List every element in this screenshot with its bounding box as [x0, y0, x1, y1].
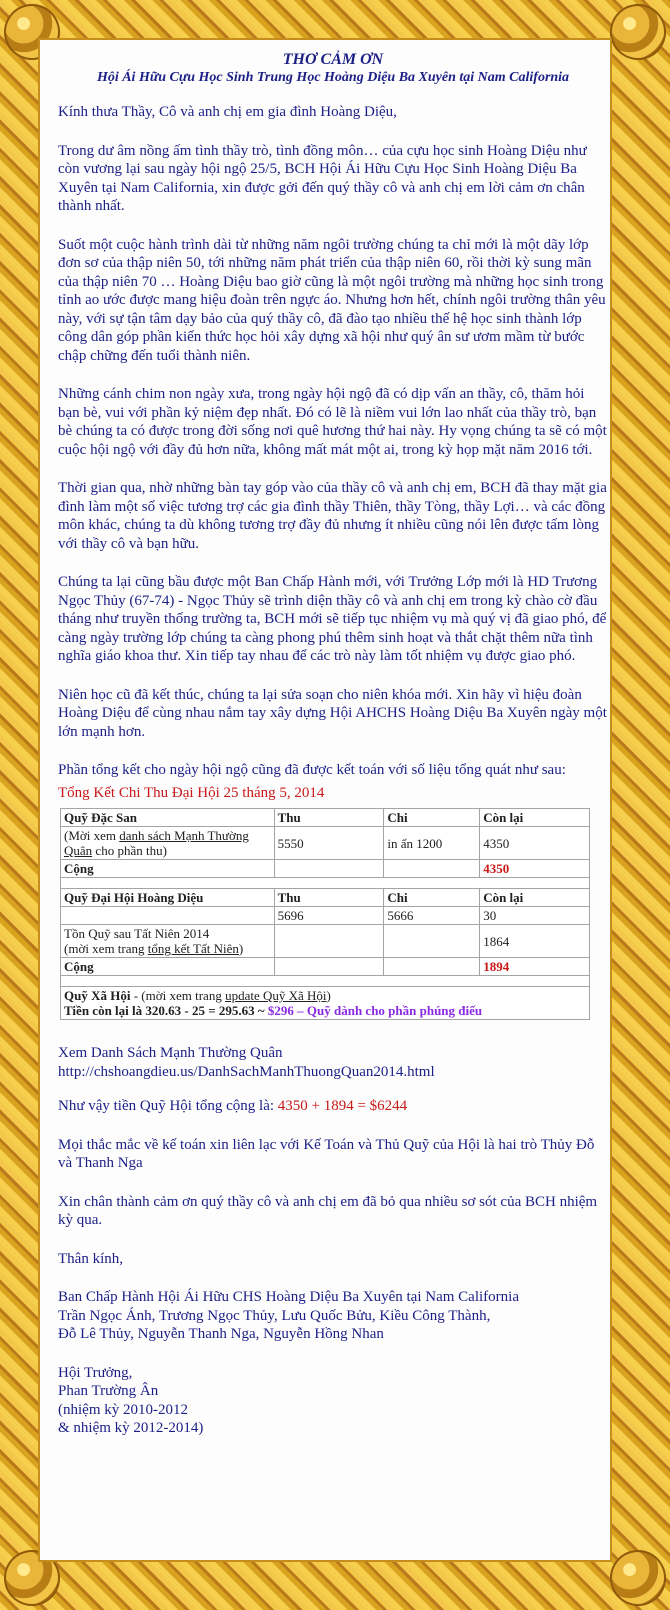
table-header: Thu — [274, 809, 384, 827]
sponsor-links — [58, 1044, 608, 1081]
table-header: Quỹ Đặc San — [61, 809, 275, 827]
table-row — [61, 958, 590, 976]
paragraph: Niên học cũ đã kết thúc, chúng ta lại sửa soạn cho niên khóa mới. Xin hãy vì hiệu đoàn Hoàng Diệu để cùng nhau nắm tay xây dựng Hội AHCHS Hoàng Diệu Ba Xuyên ngày một lớn mạnh hơn. — [58, 686, 607, 740]
table-cell — [61, 827, 275, 860]
finance-table — [60, 808, 590, 1020]
paragraph: Trong dư âm nồng ấm tình thầy trò, tình đồng môn… của cựu học sinh Hoàng Diệu như còn vương lại sau ngày hội ngộ 25/5, BCH Hội Ái Hữu Cựu Học Sinh Hoàng Diệu Ba Xuyên tại Nam California, xin được gởi đến quý thầy cô và anh chị em lời cảm ơn chân thành nhất. — [58, 142, 587, 214]
greeting: Kính thưa Thầy, Cô và anh chị em gia đình Hoàng Diệu, — [58, 104, 397, 120]
table-header: Chi — [384, 809, 480, 827]
note-text: (Mời xem — [64, 828, 120, 843]
summary-intro: Phần tổng kết cho ngày hội ngộ cũng đã được kết toán với số liệu tổng quát như sau: — [58, 762, 566, 778]
closing: Thân kính, — [58, 1250, 123, 1267]
table-cell — [384, 958, 480, 976]
contact-paragraph: Mọi thắc mắc về kế toán xin liên lạc với Kế Toán và Thủ Quỹ của Hội là hai trò Thủy Đỗ và Thanh Nga — [58, 1136, 595, 1171]
table-row — [61, 889, 590, 907]
total-line-text: Như vậy tiền Quỹ Hội tổng cộng là: — [58, 1098, 278, 1114]
table-header: Quỹ Đại Hội Hoàng Diệu — [61, 889, 275, 907]
total-value: 1894 — [480, 958, 590, 976]
table-cell — [384, 925, 480, 958]
signature-line: Đỗ Lê Thủy, Nguyễn Thanh Nga, Nguyễn Hồng Nhan — [58, 1326, 384, 1342]
table-cell — [61, 925, 275, 958]
paragraph: Những cánh chim non ngày xưa, trong ngày hội ngộ đã có dịp vấn an thầy, cô, thăm hỏi bạn bè, vui với phần kỷ niệm đẹp nhất. Đó có lẽ là niềm vui lớn lao nhất của thầy trò, bạn bè chúng ta có được trong đời sống nơi quê hương thứ hai này. Hy vọng chúng ta sẽ có một cuộc hội ngộ với đầy đủ hơn nữa, không mất mát một ai, trong kỳ họp mặt năm 2016 tới. — [58, 386, 607, 458]
total-line — [58, 1097, 608, 1116]
table-header: Còn lại — [480, 889, 590, 907]
signature-block — [58, 1288, 608, 1344]
table-cell — [61, 907, 275, 925]
signature-line: Ban Chấp Hành Hội Ái Hữu CHS Hoàng Diệu Ba Xuyên tại Nam California — [58, 1289, 519, 1305]
social-fund-highlight: $296 – Quỹ dành cho phần phúng điếu — [267, 1003, 483, 1018]
table-row — [61, 907, 590, 925]
paragraph: Thời gian qua, nhờ những bàn tay góp vào của thầy cô và anh chị em, BCH đã thay mặt gia đình làm một số việc tương trợ các gia đình thầy Thiên, thầy Tòng, thầy Lợi… và các đồng môn khác, chúng ta dù không tương trợ đầy đủ nhưng ít nhiều cũng nói lên được tấm lòng với thầy cô và bạn hữu. — [58, 480, 607, 552]
note-text: cho phần thu) — [92, 843, 167, 858]
table-cell — [274, 958, 384, 976]
paragraph: Suốt một cuộc hành trình dài từ những năm ngôi trường chúng ta chỉ mới là một dãy lớp đơn sơ của thập niên 50, tới những năm phát triển của thập niên 60, rồi thời kỳ sung mãn của thập niên 70 … Hoàng Diệu bao giờ cũng là một ngôi trường mà những học sinh trong tỉnh ao ước được mang hiệu đoàn trên ngực áo. Nhưng hơn hết, chính ngôi trường thân yêu này, với sự tận tâm dạy bảo của quý thầy cô, đã đào tạo nhiều thế hệ học sinh thành lớp công dân góp phần kiến thức học hỏi xây dựng xã hội như quý ân sư ươm mầm từ bước chập chững đến tuổi thành niên. — [58, 236, 606, 364]
note-text: (mời xem trang — [64, 941, 148, 956]
total-label: Cộng — [61, 860, 275, 878]
table-cell — [274, 860, 384, 878]
total-label: Cộng — [61, 958, 275, 976]
social-fund-remaining: Tiền còn lại là 320.63 - 25 = 295.63 ~ — [64, 1003, 268, 1018]
table-header: Thu — [274, 889, 384, 907]
table-separator — [61, 976, 590, 987]
president-block — [58, 1364, 608, 1438]
table-cell — [384, 860, 480, 878]
table-row — [61, 987, 590, 1020]
signature-line: Trần Ngọc Ánh, Trương Ngọc Thủy, Lưu Quốc Bửu, Kiều Công Thành, — [58, 1307, 491, 1324]
table-cell: 5550 — [274, 827, 384, 860]
table-cell: in ấn 1200 — [384, 827, 480, 860]
summary-title: Tổng Kết Chi Thu Đại Hội 25 tháng 5, 2014 — [58, 784, 325, 801]
table-row — [61, 925, 590, 958]
note-text: - (mời xem trang — [130, 988, 226, 1003]
sponsor-list-link[interactable]: danh sách Mạnh Thường Quân — [64, 828, 249, 858]
table-header: Chi — [384, 889, 480, 907]
table-cell: 5696 — [274, 907, 384, 925]
table-cell — [274, 925, 384, 958]
total-value: 4350 — [480, 860, 590, 878]
president-term: (nhiệm kỳ 2010-2012 — [58, 1401, 188, 1418]
total-line-value: 4350 + 1894 = $6244 — [277, 1098, 408, 1114]
thanks-paragraph: Xin chân thành cảm ơn quý thầy cô và anh chị em đã bỏ qua nhiều sơ sót của BCH nhiệm kỳ qua. — [58, 1193, 598, 1228]
table-cell: 30 — [480, 907, 590, 925]
letter-content — [58, 50, 608, 1458]
table-header: Còn lại — [480, 809, 590, 827]
page-subtitle: Hội Ái Hữu Cựu Học Sinh Trung Học Hoàng Diệu Ba Xuyên tại Nam California — [96, 70, 570, 85]
table-row — [61, 860, 590, 878]
table-cell: 4350 — [480, 827, 590, 860]
table-cell: 1864 — [480, 925, 590, 958]
rope-knot-icon — [610, 1550, 666, 1606]
table-cell: 5666 — [384, 907, 480, 925]
page-title: THƠ CẢM ƠN — [282, 51, 384, 68]
table-row — [61, 809, 590, 827]
table-separator — [61, 878, 590, 889]
president-title: Hội Trưởng, — [58, 1364, 133, 1381]
note-text: ) — [326, 988, 331, 1003]
sponsor-list-url[interactable]: http://chshoangdieu.us/DanhSachManhThuongQuan2014.html — [58, 1063, 435, 1080]
social-fund-link[interactable]: update Quỹ Xã Hội — [225, 988, 327, 1003]
paragraph: Chúng ta lại cũng bầu được một Ban Chấp Hành mới, với Trưởng Lớp mới là HD Trương Ngọc Thủy (67-74) - Ngọc Thủy sẽ trình diện thầy cô và anh chị em trong kỳ chào cờ đầu tháng như truyền thống trường ta, BCH mới sẽ tiếp tục nhiệm vụ mà quý vị đã giao phó, để càng ngày trường lớp chúng ta càng phong phú thêm sinh hoạt và thắt chặt thêm nữa tình nghĩa giáo khoa thư. Xin tiếp tay nhau để các trò này làm tốt nhiệm vụ được giao phó. — [58, 574, 607, 664]
sponsor-list-label: Xem Danh Sách Mạnh Thường Quân — [58, 1045, 283, 1061]
note-text: ) — [238, 941, 244, 956]
social-fund-cell — [61, 987, 590, 1020]
president-term: & nhiệm kỳ 2012-2014) — [58, 1420, 204, 1436]
rope-knot-icon — [610, 4, 666, 60]
table-row — [61, 827, 590, 860]
social-fund-label: Quỹ Xã Hội — [64, 988, 131, 1003]
president-name: Phan Trường Ân — [58, 1383, 159, 1399]
year-end-summary-link[interactable]: tổng kết Tất Niên — [147, 941, 239, 956]
carry-label: Tồn Quỹ sau Tất Niên 2014 — [64, 926, 210, 941]
